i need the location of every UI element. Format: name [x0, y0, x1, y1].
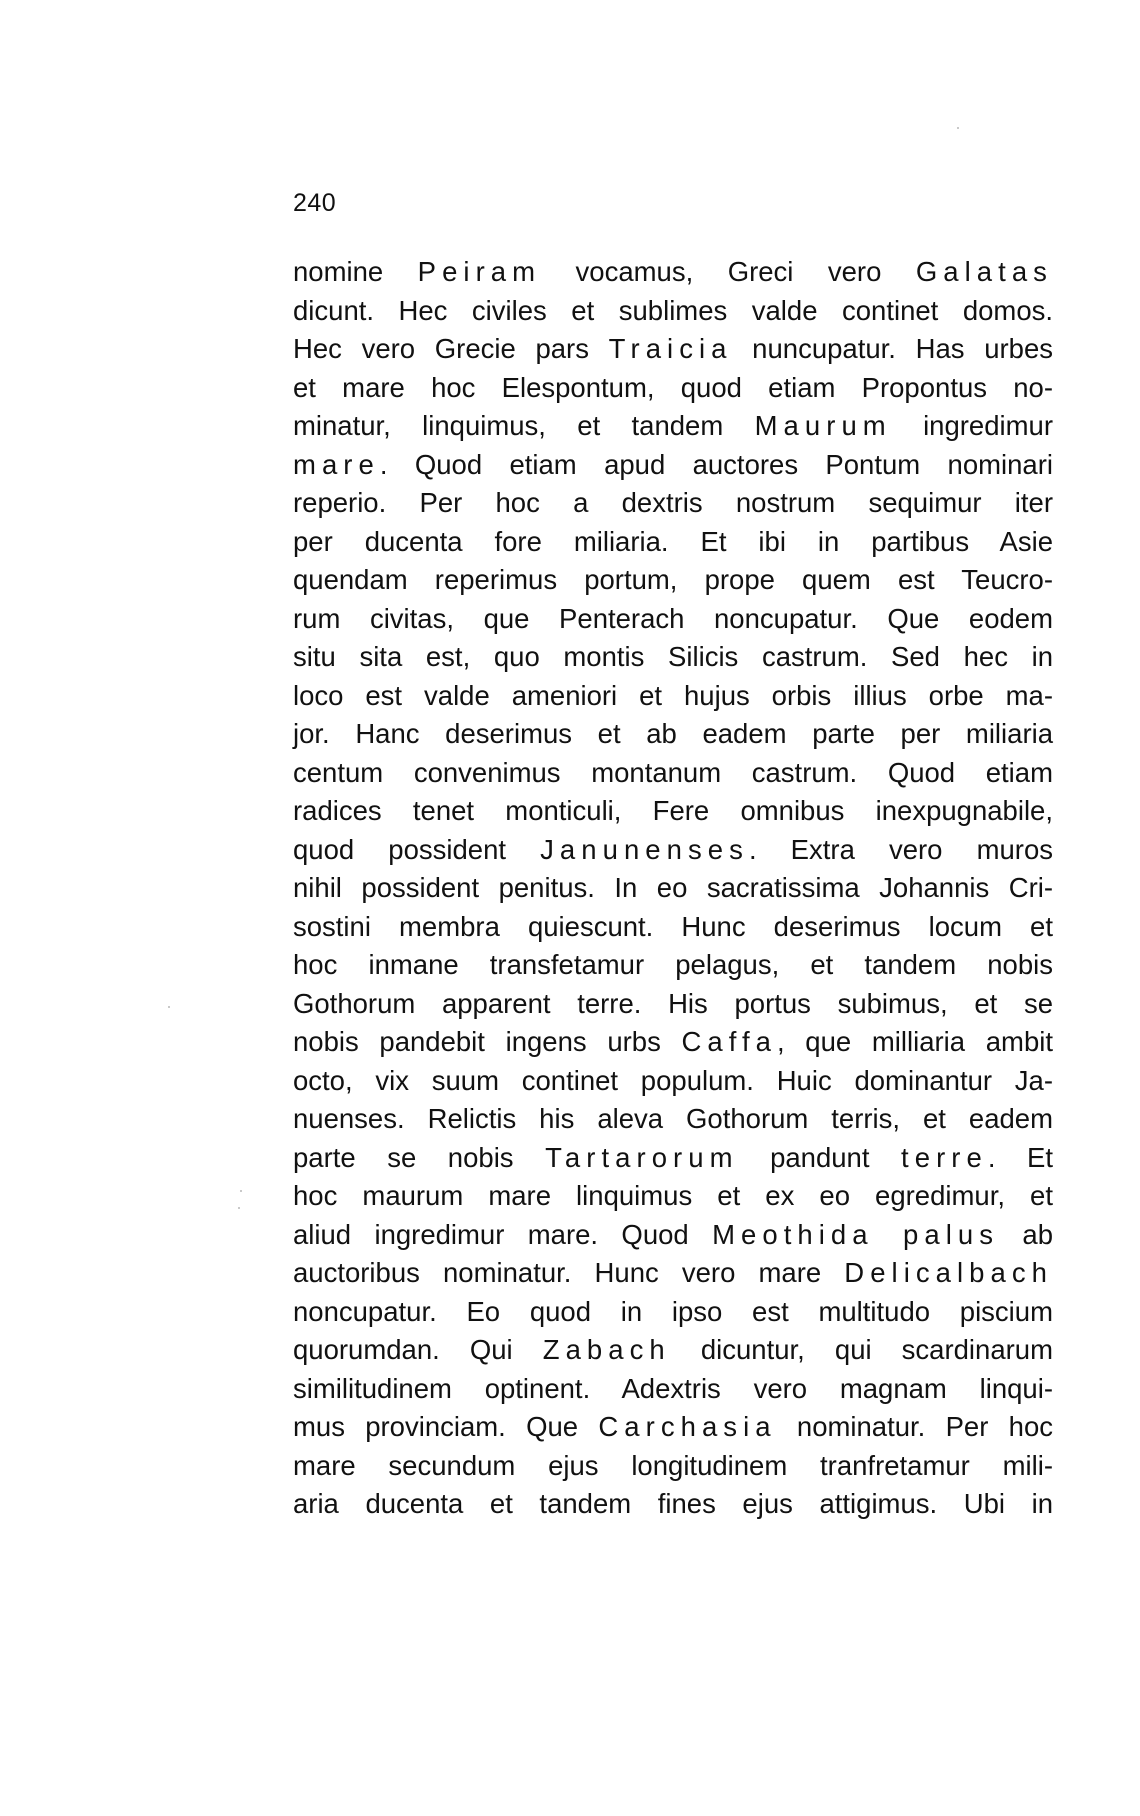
paper-speck: [168, 1006, 170, 1008]
text-run: . Et: [987, 1141, 1054, 1173]
text-run: dicuntur, qui scardinarum: [670, 1334, 1053, 1365]
text-run: pandunt: [738, 1141, 902, 1173]
text-run: minatur, linquimus, et tandem: [293, 410, 755, 441]
text-line: [293, 1216, 1053, 1255]
text-run: quorumdan. Qui: [293, 1334, 543, 1365]
paper-speck: [957, 127, 959, 129]
text-line: [293, 1370, 1053, 1409]
spaced-proper-name: Delicalbach: [844, 1257, 1053, 1288]
text-line: [293, 1447, 1053, 1486]
text-line: [293, 484, 1053, 523]
text-line: [293, 792, 1053, 831]
text-run: centum convenimus montanum castrum. Quod etiam: [293, 756, 1053, 788]
text-line: [293, 600, 1053, 639]
text-line: [293, 369, 1053, 408]
text-run: quendam reperimus portum, prope quem est Teucro-: [293, 564, 1053, 595]
text-run: reperio. Per hoc a dextris nostrum sequimur iter: [293, 487, 1053, 518]
text-run: nominatur. Per hoc: [776, 1411, 1053, 1442]
text-line: [293, 1293, 1053, 1332]
text-run: nuncupatur. Has urbes: [732, 333, 1053, 364]
text-line: [293, 253, 1053, 292]
text-line: [293, 677, 1053, 716]
text-run: et mare hoc Elespontum, quod etiam Propontus no-: [293, 371, 1053, 403]
text-run: auctoribus nominatur. Hunc vero mare: [293, 1257, 845, 1288]
text-run: nihil possident penitus. In eo sacratissima Johannis Cri-: [293, 872, 1053, 903]
text-line: [293, 869, 1053, 908]
paper-speck: [240, 1190, 242, 1192]
text-line: [293, 1139, 1053, 1178]
spaced-proper-name: Caffa: [681, 1026, 777, 1057]
text-line: [293, 754, 1053, 793]
text-line: [293, 1062, 1053, 1101]
text-run: similitudinem optinent. Adextris vero magnam linqui-: [293, 1372, 1053, 1404]
text-run: dicunt. Hec civiles et sublimes valde continet domos.: [293, 294, 1053, 326]
text-line: [293, 908, 1053, 947]
text-line: [293, 946, 1053, 985]
text-run: mus provinciam. Que: [293, 1411, 599, 1442]
text-run: rum civitas, que Penterach noncupatur. Que eodem: [293, 602, 1053, 634]
text-line: [293, 638, 1053, 677]
text-run: ingredimur: [891, 410, 1053, 441]
text-line: [293, 330, 1053, 369]
text-line: [293, 1100, 1053, 1139]
text-line: [293, 985, 1053, 1024]
text-line: [293, 446, 1053, 485]
text-run: jor. Hanc deserimus et ab eadem parte per miliaria: [293, 718, 1053, 749]
text-run: hoc maurum mare linquimus et ex eo egredimur, et: [293, 1180, 1053, 1211]
spaced-proper-name: mare: [293, 448, 380, 480]
text-run: quod possident: [293, 833, 541, 865]
text-run: situ sita est, quo montis Silicis castrum. Sed hec in: [293, 641, 1053, 672]
body-text: [293, 253, 1053, 1524]
spaced-proper-name: Tartarorum: [545, 1141, 739, 1173]
text-line: [293, 1408, 1053, 1447]
text-line: [293, 523, 1053, 562]
text-run: nomine: [293, 256, 418, 287]
text-run: per ducenta fore miliaria. Et ibi in partibus Asie: [293, 525, 1053, 557]
text-run: nobis pandebit ingens urbs: [293, 1026, 682, 1057]
page-number: 240: [293, 189, 337, 217]
text-run: . Extra vero muros: [748, 833, 1053, 865]
spaced-proper-name: Galatas: [915, 256, 1053, 287]
text-line: [293, 831, 1053, 870]
text-run: hoc inmane transfetamur pelagus, et tandem nobis: [293, 949, 1053, 980]
text-run: , que milliaria ambit: [776, 1026, 1053, 1057]
text-line: [293, 561, 1053, 600]
spaced-proper-name: Traicia: [608, 333, 733, 364]
spaced-proper-name: Peiram: [417, 256, 542, 287]
spaced-proper-name: Zabach: [542, 1334, 671, 1365]
text-run: aria ducenta et tandem fines ejus attigimus. Ubi in: [293, 1488, 1053, 1519]
spaced-proper-name: Maurum: [754, 410, 892, 441]
text-line: [293, 1331, 1053, 1370]
text-run: Gothorum apparent terre. His portus subimus, et se: [293, 987, 1053, 1019]
text-line: [293, 1177, 1053, 1216]
text-line: [293, 407, 1053, 446]
text-run: sostini membra quiescunt. Hunc deserimus locum et: [293, 910, 1053, 942]
text-line: [293, 292, 1053, 331]
spaced-proper-name: Meothida palus: [712, 1218, 1000, 1250]
paper-speck: [238, 1207, 240, 1209]
text-run: noncupatur. Eo quod in ipso est multitudo piscium: [293, 1295, 1053, 1327]
text-line: [293, 1485, 1053, 1524]
text-run: vocamus, Greci vero: [541, 256, 916, 287]
text-line: [293, 1023, 1053, 1062]
text-run: mare secundum ejus longitudinem tranfretamur mili-: [293, 1449, 1053, 1481]
text-run: loco est valde ameniori et hujus orbis illius orbe ma-: [293, 679, 1053, 711]
text-line: [293, 715, 1053, 754]
text-line: [293, 1254, 1053, 1293]
text-run: radices tenet monticuli, Fere omnibus inexpugnabile,: [293, 795, 1053, 826]
text-run: ab: [999, 1218, 1053, 1250]
text-run: parte se nobis: [293, 1141, 546, 1173]
text-run: aliud ingredimur mare. Quod: [293, 1218, 713, 1250]
spaced-proper-name: terre: [901, 1141, 988, 1173]
text-run: . Quod etiam apud auctores Pontum nominari: [379, 448, 1053, 480]
text-run: Hec vero Grecie pars: [293, 333, 609, 364]
spaced-proper-name: Janunenses: [540, 833, 749, 865]
text-run: nuenses. Relictis his aleva Gothorum terris, et eadem: [293, 1103, 1053, 1134]
text-run: octo, vix suum continet populum. Huic dominantur Ja-: [293, 1064, 1053, 1096]
spaced-proper-name: Carchasia: [598, 1411, 777, 1442]
